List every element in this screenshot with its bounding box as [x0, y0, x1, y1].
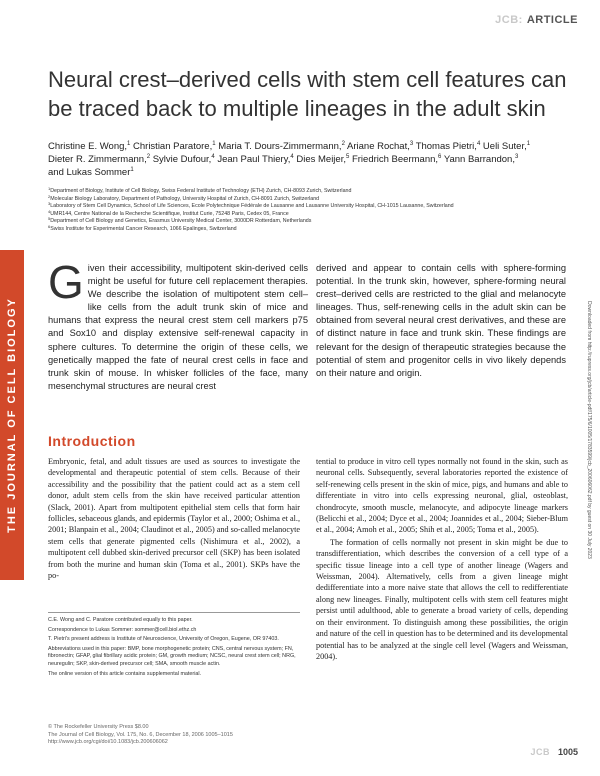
journal-sidebar: [0, 250, 24, 580]
affiliation: $^3$Laboratory of Stem Cell Dynamics, School of Life Sciences, Ecole Polytechnique Fédérale de Lausanne and Lausanne University Hospital, CH-1015 Lausanne, Switzerland: [48, 201, 454, 210]
author: Jean Paul Thiery,: [217, 154, 291, 165]
page-number: 1005: [557, 747, 578, 757]
sidebar-label: THE JOURNAL OF CELL BIOLOGY: [6, 297, 18, 533]
footnote: T. Pietri's present address is Institute of Neuroscience, University of Oregon, Eugene, OR 97403.: [48, 636, 279, 643]
article-type: ARTICLE: [526, 14, 578, 26]
affiliation: $^5$Department of Cell Biology and Genetics, Erasmus University Medical Center, 3000DR Rotterdam, Netherlands: [48, 216, 312, 225]
author: Dies Meijer,: [296, 154, 346, 165]
drop-cap: G: [48, 256, 84, 308]
author: Yann Barrandon,: [443, 154, 515, 165]
author: Maria T. Dours-Zimmermann,: [218, 141, 342, 152]
author: Dieter R. Zimmermann,: [48, 154, 147, 165]
article-title: Neural crest–derived cells with stem cell features can be traced back to multiple lineages in the adult skin: [48, 67, 567, 121]
abstract-text: derived and appear to contain cells with sphere-forming potential. In the trunk skin, however, sphere-forming neural crest–derived cells are restricted to the glial and melanocyte lineages. Thus, self-renewing cells in the adult skin can be obtained from several neural crest derivatives, and these are of distinct nature in face and trunk skin. These findings are relevant for the design of therapeutic strategies because the potential of stem and progenitor cells in vivo likely depends on their nature and origin.: [316, 263, 566, 378]
affiliation: $^1$Department of Biology, Institute of Cell Biology, Swiss Federal Institute of Technology (ETH) Zurich, CH-8093 Zurich, Switzerland: [48, 186, 352, 194]
affiliation: $^2$Molecular Biology Laboratory, Department of Pathology, University Hospital of Zurich, CH-8091 Zurich, Switzerland: [48, 193, 320, 202]
footnote: Correspondence to Lukas Sommer: sommer@cell.biol.ethz.ch: [48, 626, 197, 633]
author: Christine E. Wong,: [48, 141, 128, 152]
footer-journal: JCB: [530, 747, 550, 757]
abstract-text: iven their accessibility, multipotent skin-derived cells might be useful for future cell replacement therapies. We describe the isolation of multipotent stem cell–like cells from the adult trunk skin of mice and humans that express the neural crest stem cell markers p75 and Sox10 and display extensive self-renewal capacity in sphere cultures. To determine the origin of these cells, we genetically mapped the fate of neural crest cells in face and trunk skin of mouse. In whisker follicles of the face, many mesenchymal structures are neural crest: [48, 263, 308, 391]
author: Ariane Rochat,: [347, 141, 410, 152]
download-note: Downloaded from http://rupress.org/jcb/article-pdf/175/6/1005/1783599/jcb_200606062.pdf by guest on 30 July 2023: [586, 301, 592, 559]
author: Sylvie Dufour,: [152, 154, 212, 165]
abstract-right: [316, 262, 566, 380]
publisher-info: [48, 724, 348, 747]
journal-abbrev: JCB:: [495, 14, 523, 26]
page-footer: [530, 747, 578, 757]
footnotes: [48, 617, 300, 680]
affiliation: $^6$Swiss Institute for Experimental Cancer Research, 1066 Epalinges, Switzerland: [48, 223, 237, 232]
section-heading: Introduction: [48, 433, 136, 449]
author-list: Christine E. Wong,$^1$ Christian Paratore,$^1$ Maria T. Dours-Zimmermann,$^2$ Ariane Rochat,$^3$ Thomas Pietri,$^4$ Ueli Suter,$^1$ Dieter R. Zimmermann,$^2$ Sylvie Dufour,$^4$ Jean Paul Thiery,$^4$ Dies Meijer,$^5$ Friedrich Beermann,$^6$ Yann Barrandon,$^3$ and Lukas Sommer$^1$: [48, 141, 531, 178]
footnote-divider: [48, 612, 300, 613]
affiliations: [48, 188, 568, 234]
journal-header: [495, 14, 578, 26]
footnote: The online version of this article contains supplemental material.: [48, 670, 202, 677]
footnote: C.E. Wong and C. Paratore contributed equally to this paper.: [48, 617, 193, 623]
download-watermark: [584, 220, 594, 640]
citation: The Journal of Cell Biology, Vol. 175, No. 6, December 18, 2006 1005–1015: [48, 731, 233, 738]
doi-link[interactable]: http://www.jcb.org/cgi/doi/10.1083/jcb.200606062: [48, 739, 168, 745]
author: Thomas Pietri,: [415, 141, 477, 152]
author: and Lukas Sommer: [48, 167, 131, 178]
affiliation: $^4$UMR144, Centre National de la Recherche Scientifique, Institut Curie, 75248 Paris, Cedex 05, France: [48, 208, 289, 217]
copyright: © The Rockefeller University Press $8.00: [48, 724, 149, 730]
body-paragraph: tential to produce in vitro cell types normally not found in the skin, such as neuronal cells. Subsequently, several laboratories reported the existence of self-renewing cells present in the skin of mice, pigs, and humans and able to differentiate in vitro into cells expressing neuronal, glial, osteoblast, chondrocyte, smooth muscle, melanocyte, and adipocyte lineage markers (Belicchi et al., 2004; Dyce et al., 2004; Joannides et al., 2004; Sieber-Blum et al., 2004; Amoh et al., 2005; Shih et al., 2005; Toma et al., 2005).: [316, 457, 568, 535]
author: Ueli Suter,: [482, 141, 527, 152]
body-paragraph: Embryonic, fetal, and adult tissues are used as sources to investigate the developmental and therapeutic potential of stem cells. Because of their accessibility and the possibility that the patient could act as a stem cell donor, adult stem cells from the skin have received particular attention (Slack, 2001). Apart from multipotent epithelial stem cells that form hair follicles, sebaceous glands, and epidermis (Taylor et al., 2000; Oshima et al., 2001; Blanpain et al., 2004; Claudinot et al., 2005) and so-called melanocyte stem cells that generate pigmented cells (Nishimura et al., 2002), a multipotent cell dubbed skin-derived precursor cell (SKP) has been isolated from both the murine and human skin (Toma et al., 2001). SKPs have the po-: [48, 457, 300, 581]
body-paragraph: The formation of cells normally not present in skin might be due to transdifferentiation, which describes the conversion of a cell type of a specific tissue lineage into a cell type of another lineage (Wagers and Weissman, 2004). Alternatively, cells from a given lineage might dedifferentiate into a more naive state that allows the cell to redifferentiate along new lineages. Finally, multipotent cells with stem cell features might persist until adulthood, able to generate a broad variety of cells, depending on their environment. To distinguish among these possibilities, the origin and nature of the cell in question has to be determined and its developmental potential has to be analyzed at the single cell level (Wagers and Weissman, 2004).: [316, 537, 568, 661]
intro-column-right: [316, 456, 568, 662]
author: Christian Paratore,: [133, 141, 213, 152]
footnote: Abbreviations used in this paper: BMP, bone morphogenetic protein; CNS, central nervous system; FN, fibronectin; GFAP, glial fibrillary acidic protein; GM, growth medium; NCSC, neural crest stem cell; NRG, neuregulin; SKP, skin-derived precursor cell; SMA, smooth muscle actin.: [48, 645, 296, 667]
abstract-left: [48, 256, 308, 393]
intro-column-left: [48, 456, 300, 581]
author: Friedrich Beermann,: [351, 154, 439, 165]
